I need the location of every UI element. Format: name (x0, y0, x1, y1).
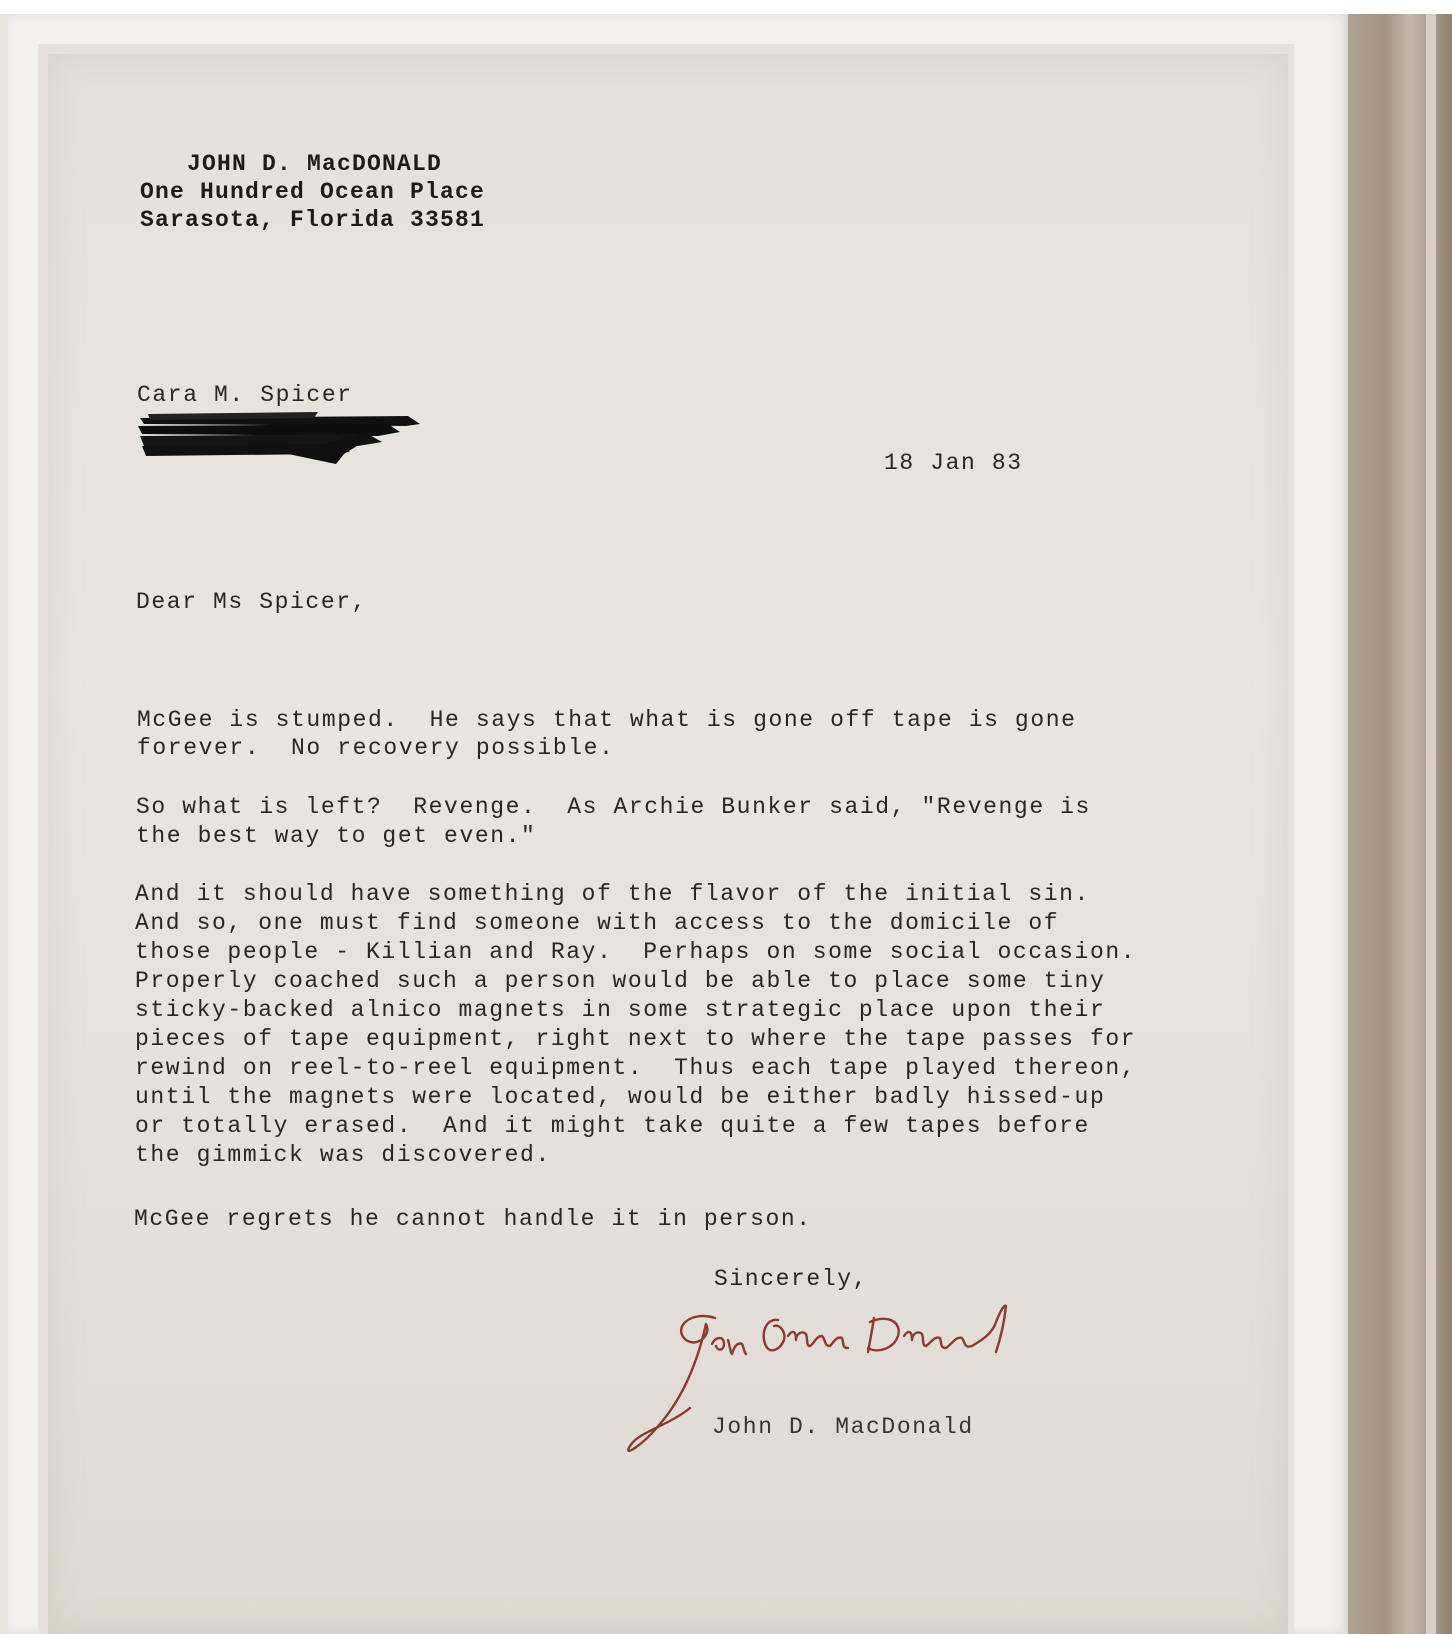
recipient-name: Cara M. Spicer (137, 382, 353, 408)
salutation: Dear Ms Spicer, (136, 589, 368, 615)
letter-date: 18 Jan 83 (884, 450, 1023, 476)
handwritten-signature (620, 1300, 1060, 1470)
body-line: McGee is stumped. He says that what is gone off tape is gone (137, 707, 1077, 733)
body-line: And it should have something of the flavor of the initial sin. (135, 881, 1090, 907)
body-line: And so, one must find someone with access to the domicile of (135, 910, 1060, 936)
body-line: those people - Killian and Ray. Perhaps on some social occasion. (135, 939, 1137, 965)
body-line: rewind on reel-to-reel equipment. Thus each tape played thereon, (135, 1055, 1137, 1081)
body-line: McGee regrets he cannot handle it in person. (134, 1206, 812, 1232)
closing: Sincerely, (714, 1266, 869, 1292)
body-line: until the magnets were located, would be either badly hissed-up (135, 1084, 1106, 1110)
letterhead-name: JOHN D. MacDONALD (187, 151, 443, 177)
letterhead-street: One Hundred Ocean Place (140, 179, 486, 205)
body-line: the gimmick was discovered. (135, 1142, 551, 1168)
signature-printed-name: John D. MacDonald (712, 1414, 974, 1440)
body-line: Properly coached such a person would be able to place some tiny (135, 968, 1106, 994)
body-line: sticky-backed alnico magnets in some strategic place upon their (135, 997, 1106, 1023)
body-line: pieces of tape equipment, right next to where the tape passes for (135, 1026, 1137, 1052)
redacted-address (138, 410, 423, 468)
body-line: So what is left? Revenge. As Archie Bunker said, "Revenge is (136, 794, 1091, 820)
picture-frame-edge (1348, 14, 1452, 1634)
letterhead-city: Sarasota, Florida 33581 (140, 207, 486, 233)
body-line: forever. No recovery possible. (137, 735, 615, 761)
body-line: or totally erased. And it might take quite a few tapes before (135, 1113, 1090, 1139)
body-line: the best way to get even." (136, 823, 537, 849)
